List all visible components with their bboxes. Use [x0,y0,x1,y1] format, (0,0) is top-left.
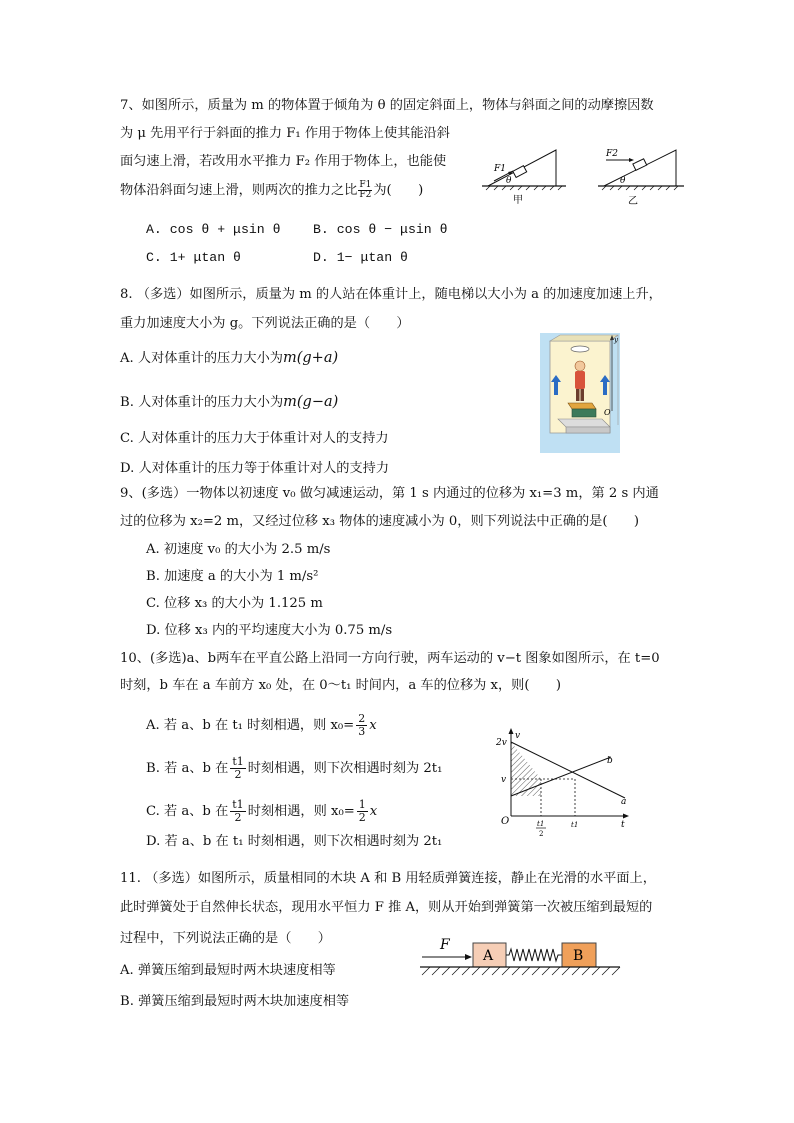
q10-ytick-2v: 2v [496,738,507,748]
q11-stem-line3: 过程中，下列说法正确的是（ ） [120,931,331,946]
q8-stem-line1: 8. （多选）如图所示，质量为 m 的人站在体重计上，随电梯以大小为 a 的加速度加速上升， [120,287,662,302]
q11-spring [506,949,562,961]
q8-option-a [120,349,338,368]
q7-yi-angle-label: θ [620,176,626,186]
q9-option-c: C. 位移 x₃ 的大小为 1.125 m [146,596,323,611]
q10-option-a-var: x [369,718,377,733]
q10-xtick-half-num: t1 [537,820,545,828]
q7-ratio-den: F2 [359,190,372,200]
q8-elevator-figure [540,333,620,453]
q7-option-b: B. cos θ − μsin θ [313,222,448,237]
q9-stem-line1: 9、(多选）一物体以初速度 v₀ 做匀减速运动，第 1 s 内通过的位移为 x₁=3 m，第 2 s 内通 [120,486,659,501]
q7-ratio-num: F1 [359,180,372,190]
q8-y-axis-label: y [614,336,618,344]
q10-line-b-label: b [607,756,613,766]
q11-block-b-label: B [573,948,584,964]
q7-figure-jia [480,148,580,208]
q10-ytick-v: v [501,775,507,785]
q10-option-c-den: 2 [234,811,242,824]
q8-origin-label: O [604,408,611,417]
q9-option-b: B. 加速度 a 的大小为 1 m/s² [146,569,319,584]
q7-jia-hatch [486,186,562,190]
q7-yi-force-label: F2 [606,149,618,159]
q7-yi-block [633,159,647,171]
q11-option-a: A. 弹簧压缩到最短时两木块速度相等 [120,963,336,978]
q10-option-c-mid: 时刻相遇，则 x₀= [247,804,355,819]
q10-option-b [146,756,442,781]
q10-vt-graph [493,728,643,868]
q10-option-c-text: C. 若 a、b 在 [146,804,229,819]
q7-ratio-fraction [358,181,372,200]
q7-stem-line4 [120,181,423,200]
q7-jia-block [513,166,527,178]
q10-option-b-den: 2 [234,768,242,781]
q10-option-b-text: B. 若 a、b 在 [146,761,229,776]
q7-stem-line4-text: 物体沿斜面匀速上滑，则两次的推力之比 [120,183,358,198]
q10-option-a [146,713,377,738]
q10-option-c-num: t1 [232,798,244,811]
q10-xtick-half-den: 2 [539,830,544,838]
q10-option-b-fraction [230,756,245,781]
q10-option-c-fraction-x [357,799,368,824]
q7-yi-caption: 乙 [628,196,638,207]
q10-line-a-label: a [621,797,627,807]
q11-force-label: F [440,937,450,953]
q11-ground-hatch [422,967,620,975]
q11-block-a-label: A [483,948,494,964]
q8-stem-line2: 重力加速度大小为 g。下列说法正确的是（ ） [120,316,410,331]
q11-spring-figure [420,935,630,980]
q8-option-a-text: A. 人对体重计的压力大小为 [120,351,283,366]
q7-stem-line1: 7、如图所示，质量为 m 的物体置于倾角为 θ 的固定斜面上，物体与斜面之间的动摩擦因数 [120,98,654,113]
q8-option-d: D. 人对体重计的压力等于体重计对人的支持力 [120,461,390,476]
q8-option-c: C. 人对体重计的压力大于体重计对人的支持力 [120,431,389,446]
q10-option-c [146,799,377,824]
q10-option-a-num: 2 [358,712,366,725]
q7-figure-yi [596,146,696,206]
q10-option-c-fraction-t [230,799,245,824]
q7-jia-angle-label: θ [506,176,512,186]
q8-option-b-text: B. 人对体重计的压力大小为 [120,395,284,410]
q10-option-c-fden: 2 [358,811,366,824]
q7-stem-line2: 为 μ 先用平行于斜面的推力 F₁ 作用于物体上使其能沿斜 [120,126,450,141]
q10-stem-line2: 时刻，b 车在 a 车前方 x₀ 处，在 0～t₁ 时间内，a 车的位移为 x，则( ) [120,678,562,693]
q7-jia-caption: 甲 [513,195,523,206]
q7-yi-hatch [602,186,678,190]
q10-xtick-t1: t1 [571,821,579,829]
q7-stem-line4-end: 为( ) [373,183,424,198]
q9-stem-line2: 过的位移为 x₂=2 m，又经过位移 x₃ 物体的速度减小为 0，则下列说法中正确的是( ) [120,514,640,529]
q10-option-b-num: t1 [232,755,244,768]
q10-stem-line1: 10、(多选)a、b两车在平直公路上沿同一方向行驶，两车运动的 v−t 图象如图所示，在 t=0 [120,651,660,666]
q10-xlabel: t [621,820,625,830]
q7-option-c: C. 1+ μtan θ [146,250,241,265]
q8-option-b [120,393,338,412]
q8-option-a-math: m(g+a) [282,350,339,366]
q10-option-b-end: 时刻相遇，则下次相遇时刻为 2t₁ [247,761,443,776]
q7-jia-force-label: F1 [494,164,506,174]
q8-option-b-math: m(g−a) [283,394,339,410]
q10-option-d: D. 若 a、b 在 t₁ 时刻相遇，则下次相遇时刻为 2t₁ [146,834,443,849]
q8-scale [568,403,596,417]
q9-option-a: A. 初速度 v₀ 的大小为 2.5 m/s [146,542,331,557]
q10-option-c-fnum: 1 [358,798,366,811]
q8-ceiling-lamp [571,346,589,352]
q7-option-a: A. cos θ + μsin θ [146,222,281,237]
q11-stem-line1: 11. （多选）如图所示，质量相同的木块 A 和 B 用轻质弹簧连接，静止在光滑的水平面上， [120,871,656,886]
q10-option-c-var: x [369,804,378,819]
q8-floor [558,419,610,433]
q9-option-d: D. 位移 x₃ 内的平均速度大小为 0.75 m/s [146,623,393,638]
q10-ylabel: v [515,731,521,741]
q11-stem-line2: 此时弹簧处于自然伸长状态，现用水平恒力 F 推 A，则从开始到弹簧第一次被压缩到最短的 [120,900,653,915]
q7-option-d: D. 1− μtan θ [313,250,408,265]
q10-option-a-fraction [356,713,367,738]
q7-stem-line3: 面匀速上滑，若改用水平推力 F₂ 作用于物体上，也能使 [120,154,447,169]
q10-option-a-text: A. 若 a、b 在 t₁ 时刻相遇，则 x₀= [146,718,355,733]
q10-option-a-den: 3 [358,725,366,738]
q11-option-b: B. 弹簧压缩到最短时两木块加速度相等 [120,994,350,1009]
q10-origin: O [501,816,510,827]
